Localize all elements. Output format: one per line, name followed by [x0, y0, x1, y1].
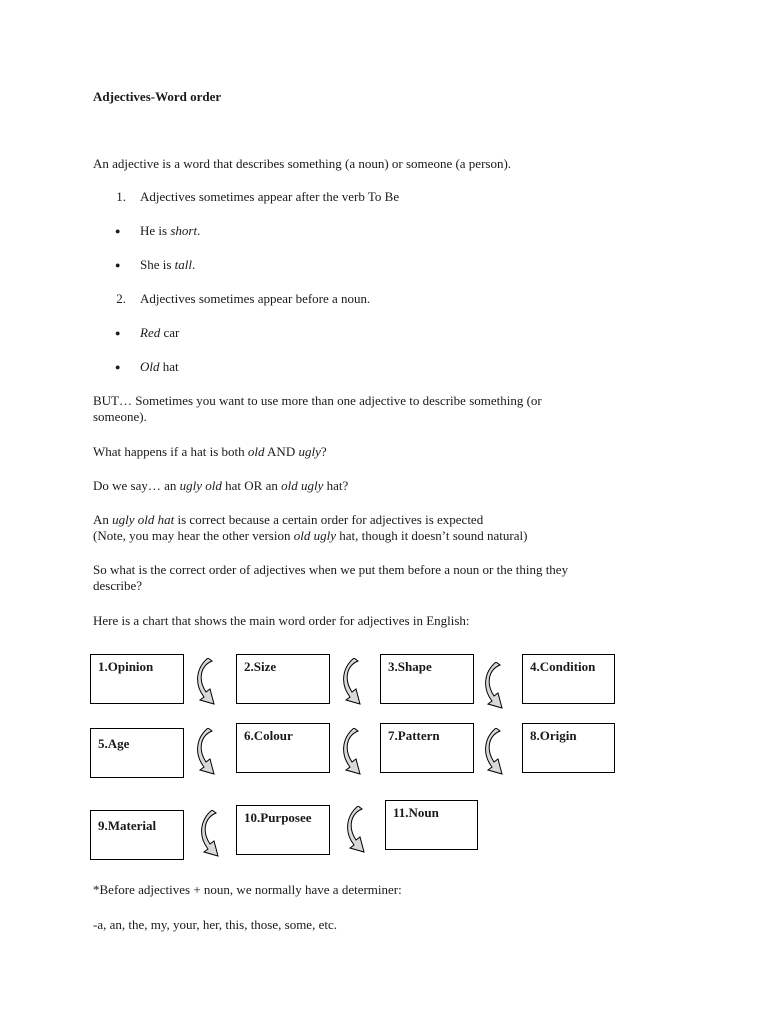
example-old-hat: Old hat — [140, 359, 179, 374]
chart-box-noun: 11.Noun — [385, 800, 478, 850]
correct-text: An ugly old hat is correct because a certain order for adjectives is expected — [93, 512, 484, 527]
curved-arrow-icon — [342, 728, 370, 778]
curved-arrow-icon — [342, 658, 370, 708]
example-short: He is short. — [140, 223, 201, 238]
question-text: What happens if a hat is both old AND ugly? — [93, 444, 327, 459]
example-red-car: Red car — [140, 325, 180, 340]
chart-box-material: 9.Material — [90, 810, 184, 860]
curved-arrow-icon — [484, 662, 512, 712]
example-tall: She is tall. — [140, 257, 196, 272]
chart-box-opinion: 1.Opinion — [90, 654, 184, 704]
chart-box-shape: 3.Shape — [380, 654, 474, 704]
chart-box-age: 5.Age — [90, 728, 184, 778]
but-paragraph-line-1: BUT… Sometimes you want to use more than one adjective to describe something (or — [93, 393, 542, 408]
footnote-text: *Before adjectives + noun, we normally have a determiner: — [93, 882, 402, 897]
chart-box-pattern: 7.Pattern — [380, 723, 474, 773]
curved-arrow-icon — [196, 728, 224, 778]
page-title: Adjectives-Word order — [93, 89, 222, 104]
bullet-icon: ● — [115, 260, 121, 270]
note-text: (Note, you may hear the other version old ugly hat, though it doesn’t sound natural) — [93, 528, 528, 543]
curved-arrow-icon — [484, 728, 512, 778]
curved-arrow-icon — [200, 810, 228, 860]
determiners-list: -a, an, the, my, your, her, this, those, some, etc. — [93, 917, 337, 932]
but-paragraph-line-2: someone). — [93, 409, 147, 424]
chart-intro-text: Here is a chart that shows the main word order for adjectives in English: — [93, 613, 470, 628]
list-item-2: Adjectives sometimes appear before a noun. — [140, 291, 371, 306]
chart-box-size: 2.Size — [236, 654, 330, 704]
intro-text: An adjective is a word that describes something (a noun) or someone (a person). — [93, 156, 512, 171]
bullet-icon: ● — [115, 226, 121, 236]
so-paragraph-line-2: describe? — [93, 578, 143, 593]
bullet-icon: ● — [115, 362, 121, 372]
chart-box-condition: 4.Condition — [522, 654, 615, 704]
bullet-icon: ● — [115, 328, 121, 338]
curved-arrow-icon — [346, 806, 374, 856]
so-paragraph-line-1: So what is the correct order of adjectives when we put them before a noun or the thing they — [93, 562, 569, 577]
chart-box-purpose: 10.Purposee — [236, 805, 330, 855]
list-number-1: 1. — [116, 189, 126, 204]
chart-box-origin: 8.Origin — [522, 723, 615, 773]
list-item-1: Adjectives sometimes appear after the verb To Be — [140, 189, 400, 204]
curved-arrow-icon — [196, 658, 224, 708]
chart-box-colour: 6.Colour — [236, 723, 330, 773]
list-number-2: 2. — [116, 291, 126, 306]
do-we-say-text: Do we say… an ugly old hat OR an old ugly hat? — [93, 478, 349, 493]
